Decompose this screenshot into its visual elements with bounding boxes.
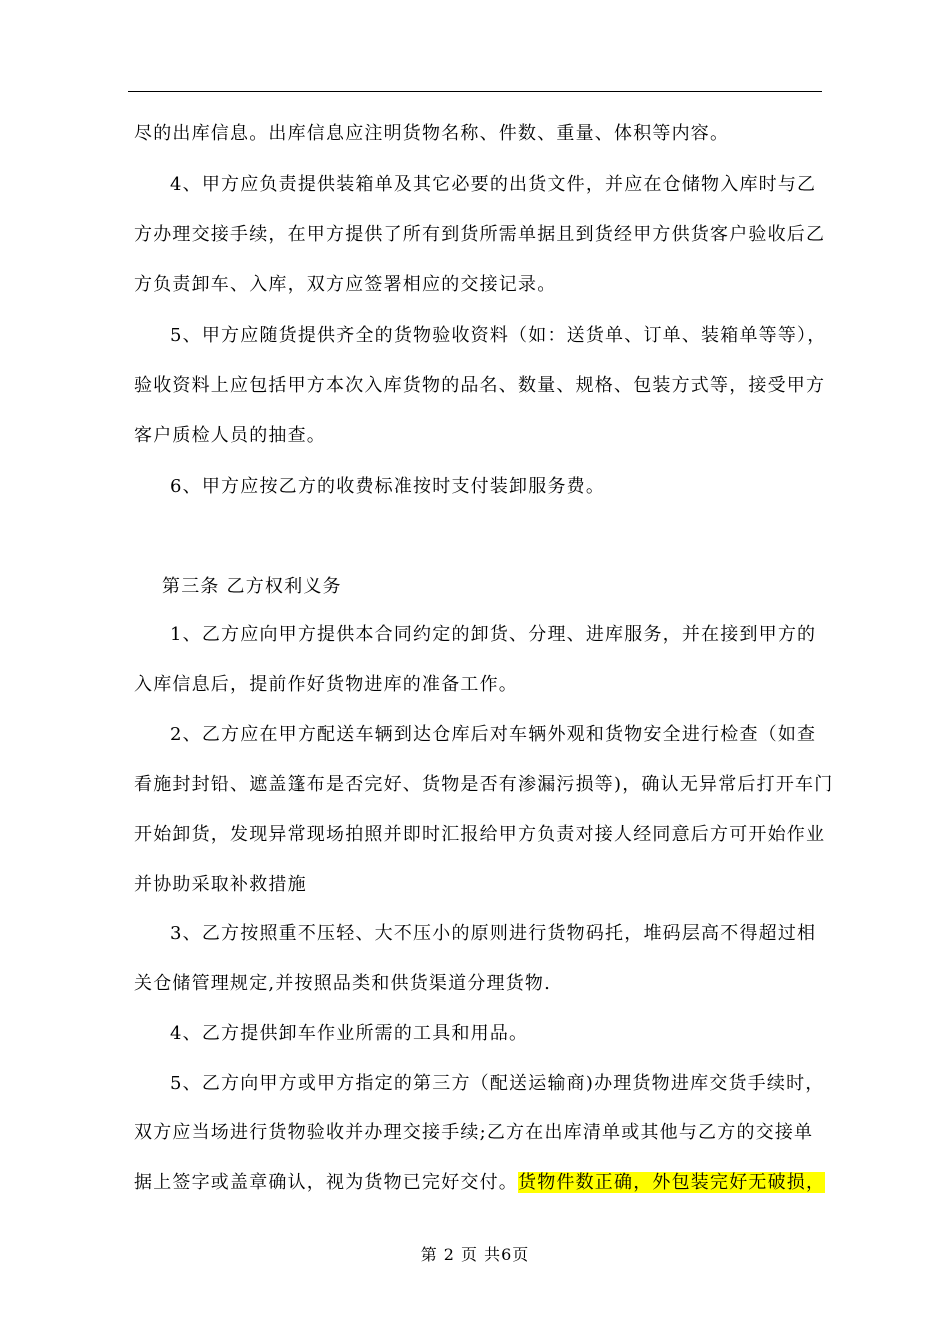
highlighted-text: 货物件数正确，外包装完好无破损， — [518, 1172, 826, 1193]
clause-5-line-2: 验收资料上应包括甲方本次入库货物的品名、数量、规格、包装方式等，接受甲方 — [134, 375, 826, 396]
b-clause-3-line-1: 3、乙方按照重不压轻、大不压小的原则进行货物码托，堆码层高不得超过相 — [170, 923, 817, 944]
b-clause-5-line-2: 双方应当场进行货物验收并办理交接手续;乙方在出库清单或其他与乙方的交接单 — [134, 1122, 814, 1143]
clause-5-line-1: 5、甲方应随货提供齐全的货物验收资料（如：送货单、订单、装箱单等等）， — [170, 325, 827, 346]
b-clause-5-line-1: 5、乙方向甲方或甲方指定的第三方（配送运输商)办理货物进库交货手续时， — [170, 1073, 825, 1094]
page-footer: 第 2 页 共6页 — [420, 1245, 530, 1264]
header-rule — [128, 91, 822, 92]
b-clause-2-line-3: 开始卸货，发现异常现场拍照并即时汇报给甲方负责对接人经同意后方可开始作业 — [134, 824, 826, 845]
clause-4-line-1: 4、甲方应负责提供装箱单及其它必要的出货文件，并应在仓储物入库时与乙 — [170, 174, 817, 195]
b-clause-5-line-3-text: 据上签字或盖章确认，视为货物已完好交付。 — [134, 1172, 518, 1193]
b-clause-2-line-1: 2、乙方应在甲方配送车辆到达仓库后对车辆外观和货物安全进行检查（如查 — [170, 724, 817, 745]
article-3-heading: 第三条 乙方权利义务 — [162, 576, 342, 597]
b-clause-3-line-2: 关仓储管理规定,并按照品类和供货渠道分理货物. — [134, 973, 552, 994]
b-clause-5-line-3 — [134, 1171, 825, 1195]
b-clause-2-line-4: 并协助采取补救措施 — [134, 874, 307, 895]
b-clause-4-line-1: 4、乙方提供卸车作业所需的工具和用品。 — [170, 1023, 529, 1044]
clause-6-line-1: 6、甲方应按乙方的收费标准按时支付装卸服务费。 — [170, 476, 606, 497]
clause-4-line-2: 方办理交接手续，在甲方提供了所有到货所需单据且到货经甲方供货客户验收后乙 — [134, 224, 826, 245]
clause-5-line-3: 客户质检人员的抽查。 — [134, 425, 326, 446]
b-clause-1-line-2: 入库信息后，提前作好货物进库的准备工作。 — [134, 674, 518, 695]
paragraph-line: 尽的出库信息。出库信息应注明货物名称、件数、重量、体积等内容。 — [134, 123, 730, 144]
b-clause-1-line-1: 1、乙方应向甲方提供本合同约定的卸货、分理、进库服务，并在接到甲方的 — [170, 624, 817, 645]
clause-4-line-3: 方负责卸车、入库，双方应签署相应的交接记录。 — [134, 274, 557, 295]
b-clause-2-line-2: 看施封封铅、遮盖篷布是否完好、货物是否有渗漏污损等)，确认无异常后打开车门 — [134, 774, 834, 795]
